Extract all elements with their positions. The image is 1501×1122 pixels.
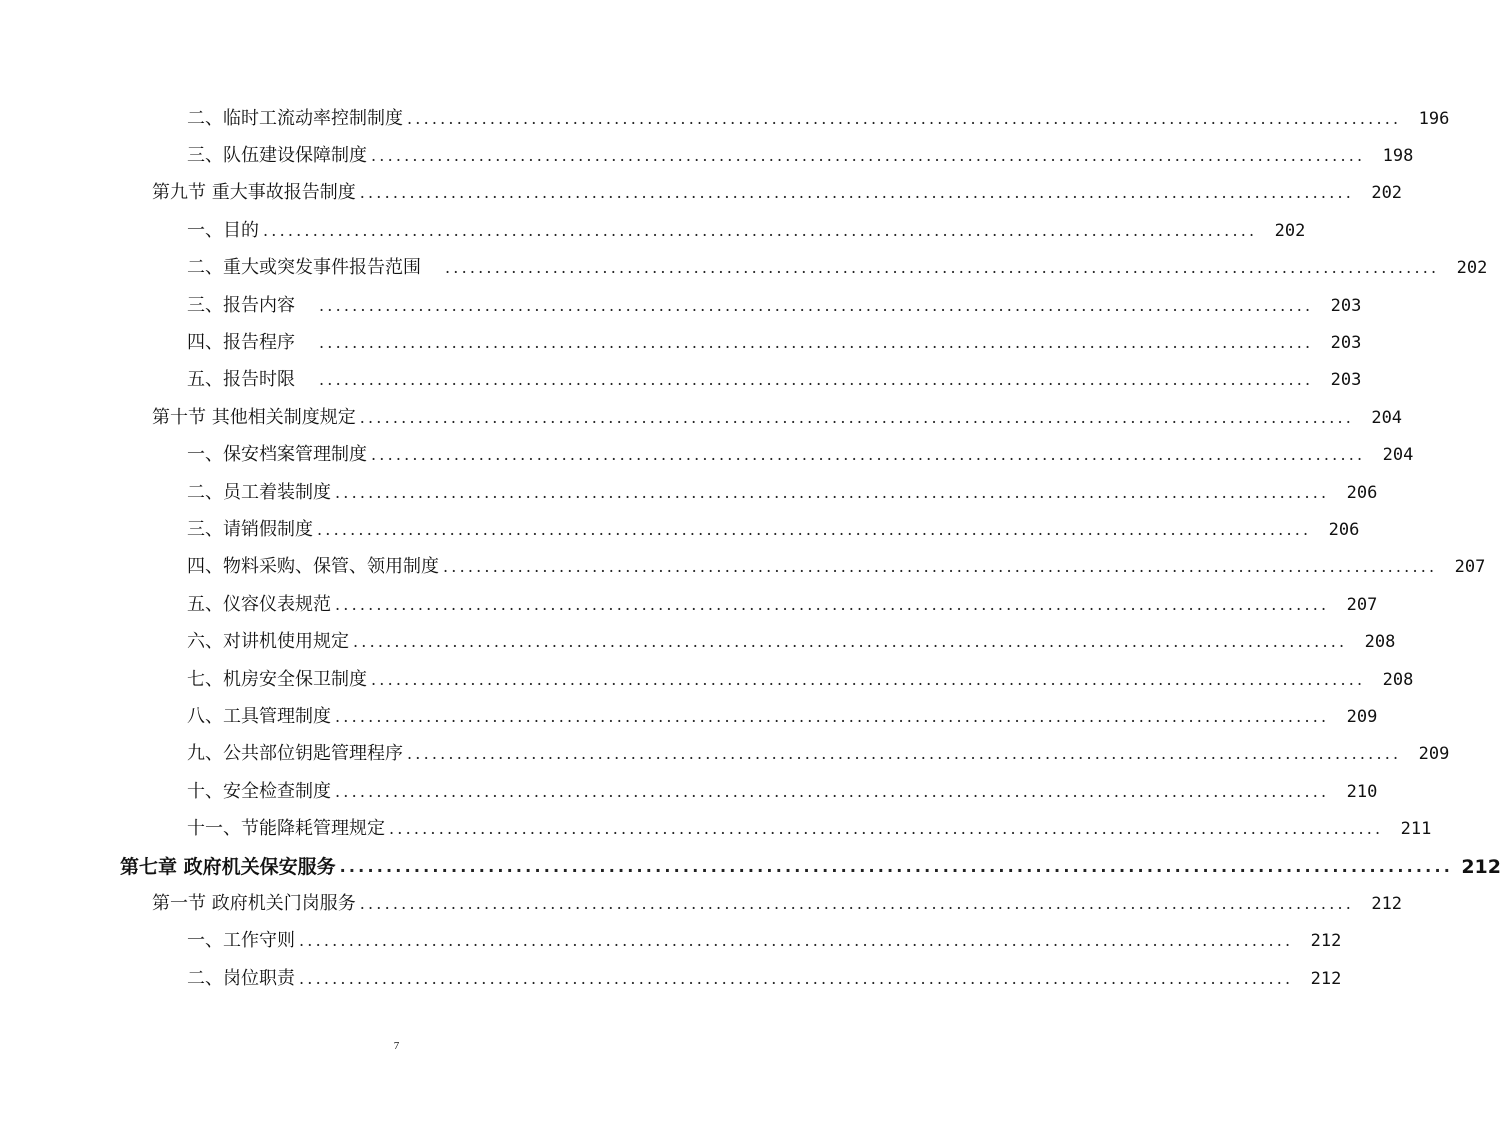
- table-of-contents: [0, 100, 1501, 997]
- toc-dot-leader: ........................................................................................................................: [371, 445, 1366, 465]
- toc-dot-leader: ........................................................................................................................: [335, 781, 1330, 801]
- toc-entry-page: 196: [1418, 108, 1450, 129]
- toc-entry[interactable]: [0, 324, 1362, 361]
- toc-entry[interactable]: [0, 474, 1378, 511]
- toc-entry-title: 五、报告时限: [187, 369, 295, 391]
- toc-entry[interactable]: [0, 287, 1362, 324]
- toc-entry-page: 203: [1330, 295, 1362, 316]
- toc-dot-leader: ........................................................................................................................: [335, 706, 1330, 726]
- toc-entry[interactable]: [0, 773, 1378, 810]
- toc-entry-page: 198: [1382, 146, 1414, 167]
- toc-entry-page: 209: [1346, 706, 1378, 727]
- toc-dot-leader: ........................................................................................................................: [319, 333, 1314, 353]
- toc-entry[interactable]: [0, 212, 1306, 249]
- toc-entry-title: 三、请销假制度: [187, 518, 313, 540]
- toc-dot-leader: ........................................................................................................................: [299, 968, 1294, 988]
- toc-entry-title: 第九节 重大事故报告制度: [152, 182, 356, 204]
- toc-entry-title: 一、工作守则: [187, 930, 295, 952]
- toc-dot-leader: ........................................................................................................................: [389, 819, 1384, 839]
- toc-dot-leader: ........................................................................................................................: [407, 108, 1402, 128]
- toc-entry[interactable]: [0, 399, 1403, 436]
- toc-entry-page: 207: [1454, 557, 1486, 578]
- toc-entry[interactable]: [0, 100, 1450, 137]
- toc-entry-title: 一、保安档案管理制度: [187, 444, 367, 466]
- toc-entry-page: 211: [1400, 819, 1432, 840]
- toc-entry-title: 十、安全检查制度: [187, 780, 331, 802]
- toc-dot-leader: ........................................................................................................................: [317, 519, 1312, 539]
- toc-entry-page: 210: [1346, 781, 1378, 802]
- toc-entry-title: 第七章 政府机关保安服务: [120, 855, 336, 878]
- toc-dot-leader: ........................................................................................................................: [359, 407, 1355, 427]
- toc-entry-page: 202: [1274, 220, 1306, 241]
- toc-dot-leader: ........................................................................................................................: [319, 370, 1314, 390]
- toc-entry[interactable]: [0, 736, 1450, 773]
- toc-entry-title: 七、机房安全保卫制度: [187, 668, 367, 690]
- toc-entry-title: 九、公共部位钥匙管理程序: [187, 743, 403, 765]
- toc-entry-page: 203: [1330, 370, 1362, 391]
- toc-entry[interactable]: [0, 698, 1378, 735]
- toc-entry-page: 204: [1371, 407, 1403, 428]
- toc-entry[interactable]: [0, 661, 1414, 698]
- toc-entry-page: 208: [1382, 669, 1414, 690]
- toc-entry-title: 三、报告内容: [187, 294, 295, 316]
- toc-dot-leader: ........................................................................................................................: [335, 594, 1330, 614]
- toc-entry-page: 202: [1456, 258, 1488, 279]
- toc-dot-leader: ........................................................................................................................: [353, 632, 1348, 652]
- toc-entry-title: 第十节 其他相关制度规定: [152, 406, 356, 428]
- toc-entry[interactable]: [0, 810, 1432, 847]
- toc-entry-title: 二、重大或突发事件报告范围: [187, 257, 421, 279]
- toc-dot-leader: ........................................................................................................................: [371, 146, 1366, 166]
- toc-dot-leader: ........................................................................................................................: [335, 482, 1330, 502]
- toc-entry-title: 一、目的: [187, 219, 259, 241]
- toc-entry-title: 第一节 政府机关门岗服务: [152, 892, 356, 914]
- toc-entry-title: 十一、节能降耗管理规定: [187, 818, 385, 840]
- toc-entry-title: 四、报告程序: [187, 332, 295, 354]
- toc-entry-page: 212: [1371, 893, 1403, 914]
- toc-entry-page: 209: [1418, 744, 1450, 765]
- toc-entry[interactable]: [0, 175, 1403, 212]
- toc-entry[interactable]: [0, 960, 1342, 997]
- toc-entry[interactable]: [0, 137, 1414, 174]
- toc-dot-leader: ........................................................................................................................: [339, 856, 1453, 876]
- toc-entry-page: 202: [1371, 183, 1403, 204]
- toc-entry-title: 五、仪容仪表规范: [187, 593, 331, 615]
- toc-entry[interactable]: [0, 511, 1360, 548]
- toc-entry-title: 二、岗位职责: [187, 967, 295, 989]
- toc-dot-leader: ........................................................................................................................: [407, 744, 1402, 764]
- toc-entry[interactable]: [0, 923, 1342, 960]
- toc-dot-leader: ........................................................................................................................: [359, 183, 1355, 203]
- page-number: 7: [393, 1040, 400, 1052]
- toc-entry-page: 206: [1346, 482, 1378, 503]
- toc-dot-leader: ........................................................................................................................: [371, 669, 1366, 689]
- toc-entry-page: 206: [1328, 519, 1360, 540]
- toc-entry-page: 208: [1364, 632, 1396, 653]
- toc-dot-leader: ........................................................................................................................: [263, 220, 1258, 240]
- toc-entry[interactable]: [0, 250, 1488, 287]
- toc-dot-leader: ........................................................................................................................: [445, 258, 1440, 278]
- toc-entry-page: 204: [1382, 445, 1414, 466]
- toc-dot-leader: ........................................................................................................................: [443, 557, 1438, 577]
- toc-dot-leader: ........................................................................................................................: [319, 295, 1314, 315]
- toc-entry-title: 六、对讲机使用规定: [187, 631, 349, 653]
- toc-entry[interactable]: [0, 586, 1378, 623]
- toc-entry-page: 207: [1346, 594, 1378, 615]
- toc-entry-title: 四、物料采购、保管、领用制度: [187, 556, 439, 578]
- toc-entry[interactable]: [0, 885, 1403, 922]
- toc-entry[interactable]: [0, 848, 1501, 885]
- toc-entry-page: 212: [1461, 855, 1501, 878]
- toc-entry[interactable]: [0, 362, 1362, 399]
- toc-dot-leader: ........................................................................................................................: [299, 931, 1294, 951]
- toc-entry-title: 三、队伍建设保障制度: [187, 145, 367, 167]
- toc-entry-title: 二、员工着装制度: [187, 481, 331, 503]
- toc-entry-page: 203: [1330, 333, 1362, 354]
- toc-entry[interactable]: [0, 549, 1486, 586]
- toc-entry-title: 二、临时工流动率控制制度: [187, 107, 403, 129]
- toc-entry[interactable]: [0, 437, 1414, 474]
- toc-entry-page: 212: [1310, 931, 1342, 952]
- toc-entry[interactable]: [0, 623, 1396, 660]
- toc-dot-leader: ........................................................................................................................: [359, 893, 1355, 913]
- toc-entry-page: 212: [1310, 968, 1342, 989]
- toc-entry-title: 八、工具管理制度: [187, 705, 331, 727]
